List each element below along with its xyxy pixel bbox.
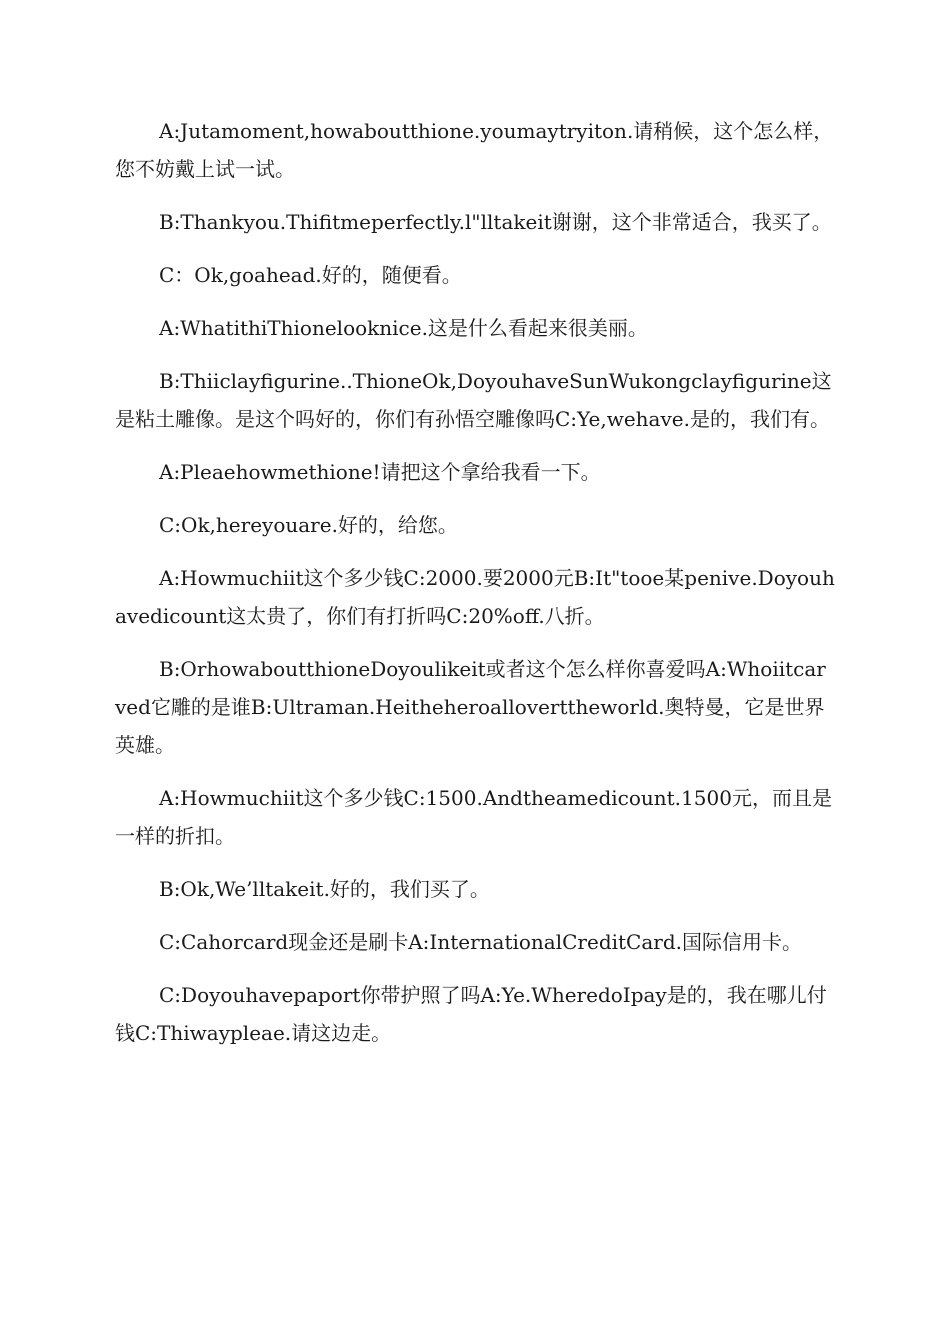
dialogue-paragraph-10: A:Howmuchiit这个多少钱C:1500.Andtheamedicount.1500元，而且是一样的折扣。 [115,786,832,848]
dialogue-paragraph-2: B:Thankyou.Thifitmeperfectly.l"lltakeit谢谢，这个非常适合，我买了。 [159,210,832,234]
dialogue-paragraph-5: B:Thiiclayfigurine..ThioneOk,DoyouhaveSunWukongclayfigurine这是粘土雕像。是这个吗好的，你们有孙悟空雕像吗C:Ye,wehave.是的，我们有。 [115,369,832,431]
dialogue-paragraph-11: B:Ok,We’lltakeit.好的，我们买了。 [159,877,490,901]
document-page [115,112,837,1067]
dialogue-paragraph-4: A:WhatithiThionelooknice.这是什么看起来很美丽。 [159,316,648,340]
dialogue-paragraph-6: A:Pleaehowmethione!请把这个拿给我看一下。 [159,460,601,484]
dialogue-paragraph-9: B:OrhowaboutthioneDoyoulikeit或者这个怎么样你喜爱吗A:Whoiitcarved它雕的是谁B:Ultraman.Heitheheroalloverttheworld.奥特曼，它是世界英雄。 [115,657,826,757]
dialogue-paragraph-8: A:Howmuchiit这个多少钱C:2000.要2000元B:It"tooe某penive.Doyouhavedicount这太贵了，你们有打折吗C:20%off.八折。 [115,566,835,628]
dialogue-paragraph-1: A:Jutamoment,howaboutthione.youmaytryiton.请稍候，这个怎么样，您不妨戴上试一试。 [115,119,834,181]
dialogue-paragraph-12: C:Cahorcard现金还是刷卡A:InternationalCreditCard.国际信用卡。 [159,930,802,954]
dialogue-paragraph-7: C:Ok,hereyouare.好的，给您。 [159,513,458,537]
dialogue-paragraph-13: C:Doyouhavepaport你带护照了吗A:Ye.WheredoIpay是的，我在哪儿付钱C:Thiwaypleae.请这边走。 [115,983,827,1045]
dialogue-paragraph-3: C：Ok,goahead.好的，随便看。 [159,263,462,287]
